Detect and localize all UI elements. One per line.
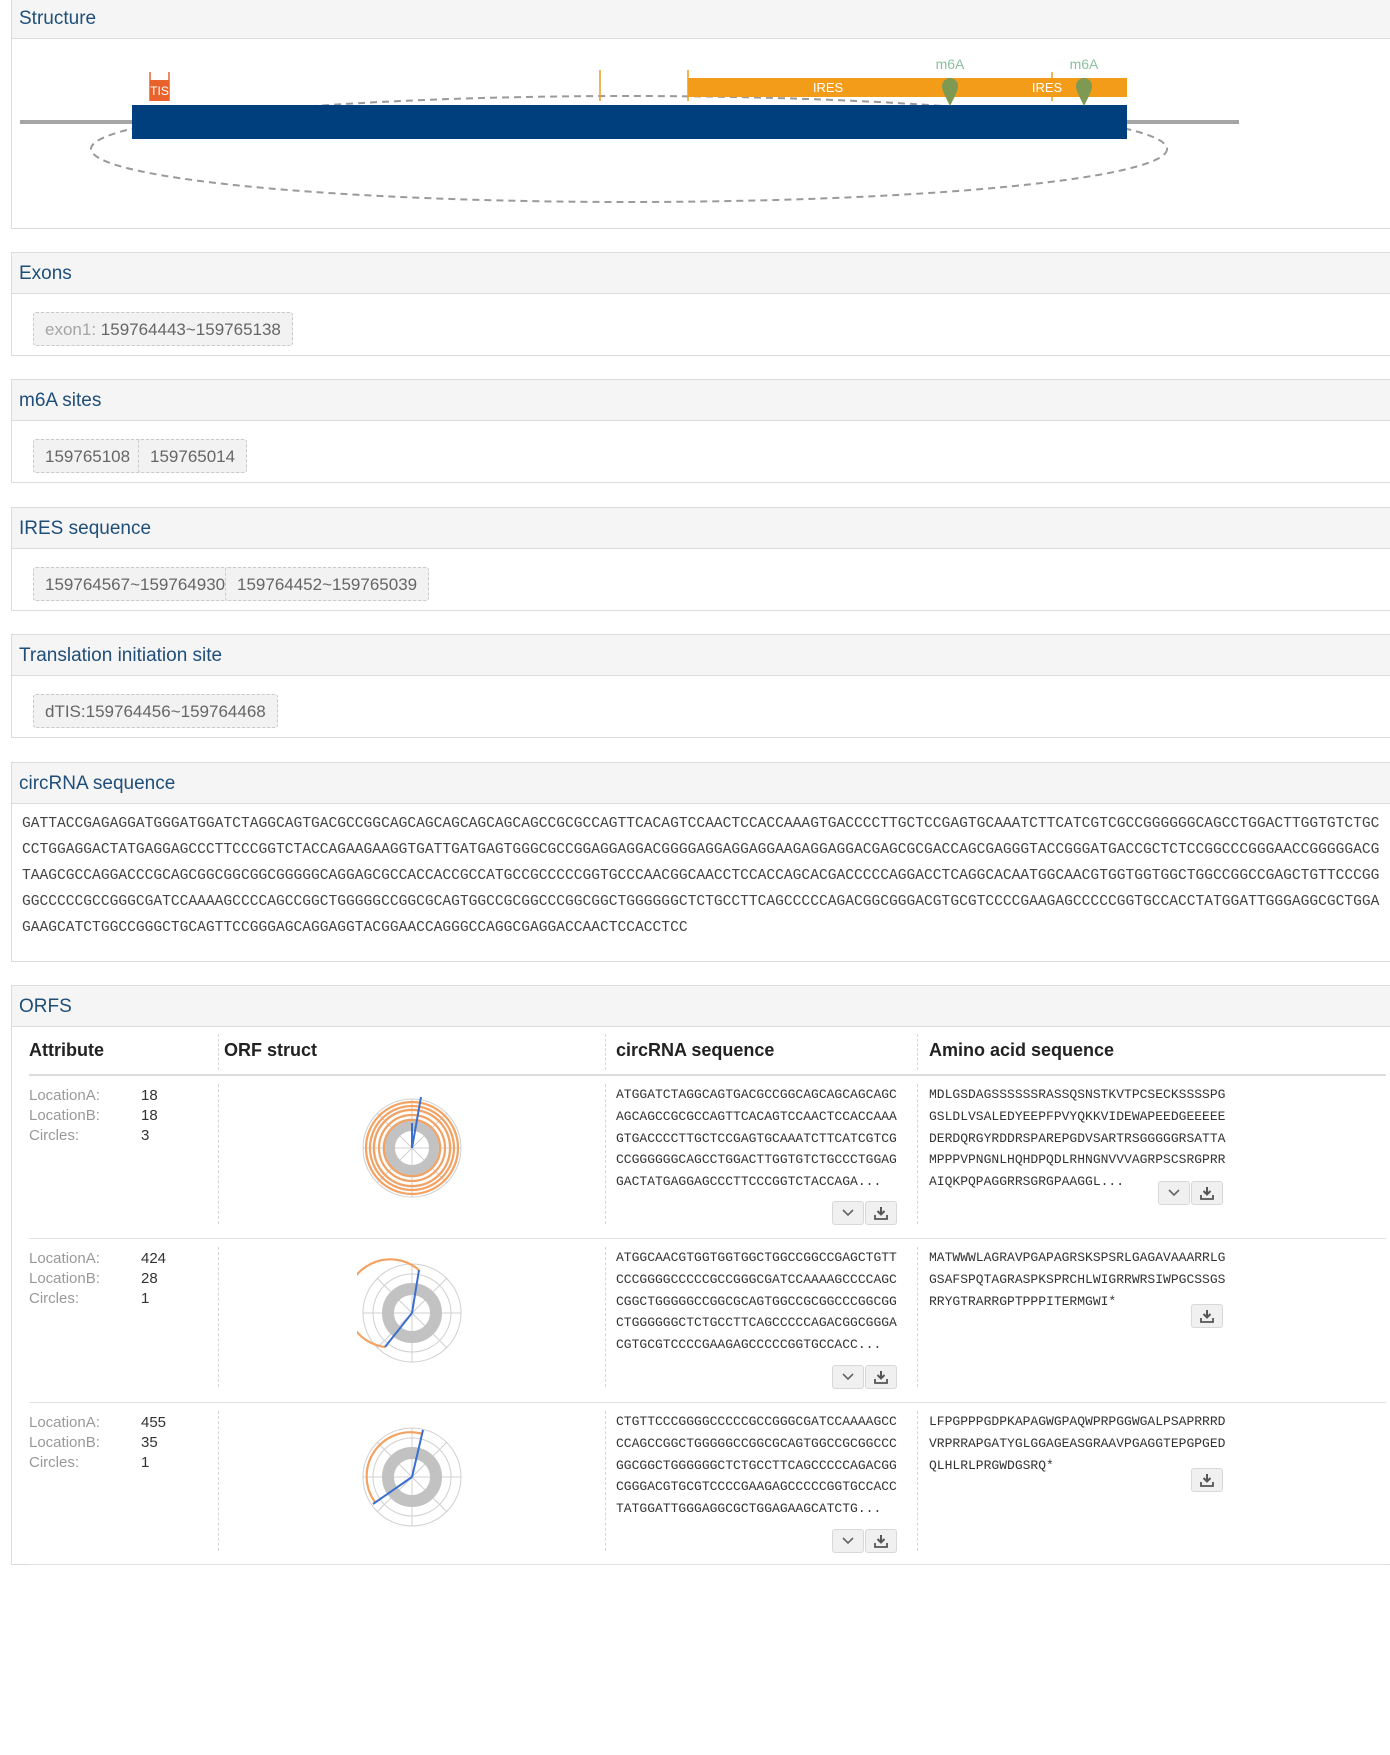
attr-label-circles: Circles: — [29, 1127, 80, 1144]
orf-struct-diagram — [357, 1422, 467, 1532]
download-button[interactable] — [1191, 1304, 1223, 1328]
attr-label-circles: Circles: — [29, 1454, 80, 1471]
attr-label-location-b: LocationB: — [29, 1107, 100, 1124]
circles-value: 3 — [141, 1127, 150, 1144]
orf-struct-diagram — [357, 1093, 467, 1203]
orf-attributes — [29, 1412, 209, 1472]
tis-label: TIS — [150, 84, 169, 98]
location-a-value: 424 — [141, 1250, 167, 1267]
orf-amino-acid-sequence: MATWWWLAGRAVPGAPAGRSKSPSRLGAGAVAAARRLGGSAFSPQTAGRASPKSPRCHLWIGRRWRSIWPGCSSGSRRYGTRARRGPTPPPITERMGWI* — [929, 1250, 1226, 1309]
ires-panel — [11, 507, 1390, 611]
orf-row — [12, 1239, 1390, 1402]
m6a-pin-2 — [1076, 78, 1092, 106]
attr-label-location-a: LocationA: — [29, 1250, 100, 1267]
exons-panel — [11, 252, 1390, 356]
chevron-down-icon — [842, 1537, 854, 1545]
orf-circrna-sequence: ATGGATCTAGGCAGTGACGCCGGCAGCAGCAGCAGCAGCAGCCGCGCCAGTTCACAGTCCAACTCCACCAAAGTGACCCCTTGCTCCGAGTGCAAATCTTCATCGTCGCCGGGGGGCAGCCTGGACTTGGTGTCTGCCCTGGAGGACTATGAGGAGCCCTTCCCGGTCTACCAGA... — [616, 1087, 897, 1190]
col-header-orf-struct: ORF struct — [224, 1040, 318, 1060]
m6a-site-tag: 159765014 — [138, 439, 247, 473]
ires-tag: 159764452~159765039 — [225, 567, 429, 601]
m6a-sites-panel — [11, 379, 1390, 483]
attr-label-circles: Circles: — [29, 1290, 80, 1307]
orf-amino-acid-sequence: LFPGPPPGDPKAPAGWGPAQWPRPGGWGALPSAPRRRDVRPRRAPGATYGLGGAGEASGRAAVPGAGGTEPGPGEDQLHLRLPRGWDGSRQ* — [929, 1414, 1226, 1473]
circrna-structure-diagram — [12, 39, 1252, 229]
orfs-heading: ORFS — [12, 986, 1390, 1027]
download-icon — [1200, 1186, 1214, 1200]
download-button[interactable] — [865, 1365, 897, 1389]
attr-label-location-a: LocationA: — [29, 1414, 100, 1431]
ires-heading: IRES sequence — [12, 508, 1390, 549]
orf-attributes — [29, 1248, 209, 1308]
orf-struct-diagram — [357, 1258, 467, 1368]
download-icon — [874, 1534, 888, 1548]
m6a-sites-heading: m6A sites — [12, 380, 1390, 421]
col-header-amino-acid-sequence: Amino acid sequence — [929, 1040, 1115, 1060]
tis-tag: dTIS:159764456~159764468 — [33, 694, 278, 728]
structure-panel — [11, 0, 1390, 229]
chevron-down-icon — [1168, 1189, 1180, 1197]
exon-tag-value: 159764443~159765138 — [100, 320, 281, 339]
exon-bar — [132, 105, 1127, 139]
m6a-label-2: m6A — [1069, 56, 1099, 72]
exon-tag — [33, 312, 293, 346]
expand-button[interactable] — [832, 1365, 864, 1389]
location-b-value: 18 — [141, 1107, 158, 1124]
circrna-sequence-heading: circRNA sequence — [12, 763, 1390, 804]
download-icon — [874, 1370, 888, 1384]
col-header-attribute: Attribute — [29, 1040, 104, 1060]
m6a-site-tag: 159765108 — [33, 439, 142, 473]
chevron-down-icon — [842, 1373, 854, 1381]
download-icon — [874, 1206, 888, 1220]
download-icon — [1200, 1473, 1214, 1487]
expand-button[interactable] — [832, 1201, 864, 1225]
exon-tag-label: exon1: — [45, 320, 97, 339]
chevron-down-icon — [842, 1209, 854, 1217]
location-b-value: 35 — [141, 1434, 158, 1451]
structure-heading: Structure — [12, 0, 1390, 39]
exons-heading: Exons — [12, 253, 1390, 294]
orf-circrna-sequence: CTGTTCCCGGGGCCCCCGCCGGGCGATCCAAAAGCCCCAGCCGGCTGGGGGCCGGCGCAGTGGCCGCGGCCCGGCGGCTGGGGGGCTCTGCCTTCAGCCCCCAGACGGCGGGACGTGCGTCCCCGAAGAGCCCCCGGTGCCACCTATGGATTGGGAGGCGCTGGAGAAGCATCTG... — [616, 1414, 897, 1517]
download-button[interactable] — [1191, 1181, 1223, 1205]
orf-row — [12, 1403, 1390, 1565]
orf-row — [12, 1076, 1390, 1238]
download-button[interactable] — [865, 1201, 897, 1225]
orf-amino-acid-sequence: MDLGSDAGSSSSSSRASSQSNSTKVTPCSECKSSSSPGGSLDLVSALEDYEEPFPVYQKKVIDEWAPEEDGEEEEEDERDQRGYRDDRSPAREPGDVSARTRSGGGGGRSATTAMPPPVPNGNLHQHDPQDLRHNGNVVVAGRPSCSRGPRRAIQKPQPAGGRRSGRGPAAGGL... — [929, 1087, 1226, 1190]
attr-label-location-b: LocationB: — [29, 1270, 100, 1287]
m6a-pin-1 — [942, 78, 958, 106]
attr-label-location-b: LocationB: — [29, 1434, 100, 1451]
circrna-sequence-panel — [11, 762, 1390, 962]
download-button[interactable] — [1191, 1468, 1223, 1492]
location-a-value: 455 — [141, 1414, 167, 1431]
col-header-circrna-sequence: circRNA sequence — [616, 1040, 775, 1060]
download-button[interactable] — [865, 1529, 897, 1553]
ires-label-2: IRES — [1031, 80, 1063, 95]
location-b-value: 28 — [141, 1270, 158, 1287]
circles-value: 1 — [141, 1454, 150, 1471]
ires-tag: 159764567~159764930 — [33, 567, 237, 601]
circles-value: 1 — [141, 1290, 150, 1307]
ires-label-1: IRES — [812, 80, 844, 95]
tis-panel — [11, 634, 1390, 738]
circrna-sequence-text: GATTACCGAGAGGATGGGATGGATCTAGGCAGTGACGCCGGCAGCAGCAGCAGCAGCAGCCGCGCCAGTTCACAGTCCAACTCCACCAAAGTGACCCCTTGCTCCGAGTGCAAATCTTCATCGTCGCCGGGGGGCAGCCTGGACTTGGTGTCTGCCCTGGAGGACTATGAGGAGCCCTTCCCGGTCTACCAGAAGAAGGTGATTGATGAGTGGGCGCCGGAGGAGGACGGGGAGGAGGAGGAAGAGGAGGACGAGCGCGACCAGCGAGGGTACCGGGATGACCGCTCTCCGGCCCGGGAACCGGGGGACGTAAGCGCCAGGACCCGCAGCGGCGGCGGCGGGGGCAGGAGCGCCACCACCGCCATGCCGCCCCCGGTGCCCAACGGCAACCTCCACCAGCACGACCCCCAGGACCTCAGGCACAATGGCAACGTGGTGGTGGCTGGCCGGCCGAGCTGTTCCCGGGGCCCCCGCCGGGCGATCCAAAAGCCCCAGCCGGCTGGGGGCCGGCGCAGTGGCCGCGGCCCGGCGGCTGGGGGGCTCTGCCTTCAGCCCCCAGACGGCGGGACGTGCGTCCCCGAAGAGCCCCCGGTGCCACCTATGGATTGGGAGGCGCTGGAGAAGCATCTGGCCGGGCTGCAGTTCCGGGAGCAGGAGGTACGGAACCAGGGCCAGGCGAGGACCAACTCCACCTCC — [22, 816, 1380, 936]
download-icon — [1200, 1309, 1214, 1323]
orf-circrna-sequence: ATGGCAACGTGGTGGTGGCTGGCCGGCCGAGCTGTTCCCGGGGCCCCCGCCGGGCGATCCAAAAGCCCCAGCCGGCTGGGGGCCGGCGCAGTGGCCGCGGCCCGGCGGCTGGGGGGCTCTGCCTTCAGCCCCCAGACGGCGGGACGTGCGTCCCCGAAGAGCCCCCGGTGCCACC... — [616, 1250, 897, 1353]
location-a-value: 18 — [141, 1087, 158, 1104]
tis-heading: Translation initiation site — [12, 635, 1390, 676]
m6a-label-1: m6A — [935, 56, 965, 72]
expand-button[interactable] — [1158, 1181, 1190, 1205]
orfs-panel — [11, 985, 1390, 1565]
expand-button[interactable] — [832, 1529, 864, 1553]
attr-label-location-a: LocationA: — [29, 1087, 100, 1104]
orf-attributes — [29, 1085, 209, 1145]
